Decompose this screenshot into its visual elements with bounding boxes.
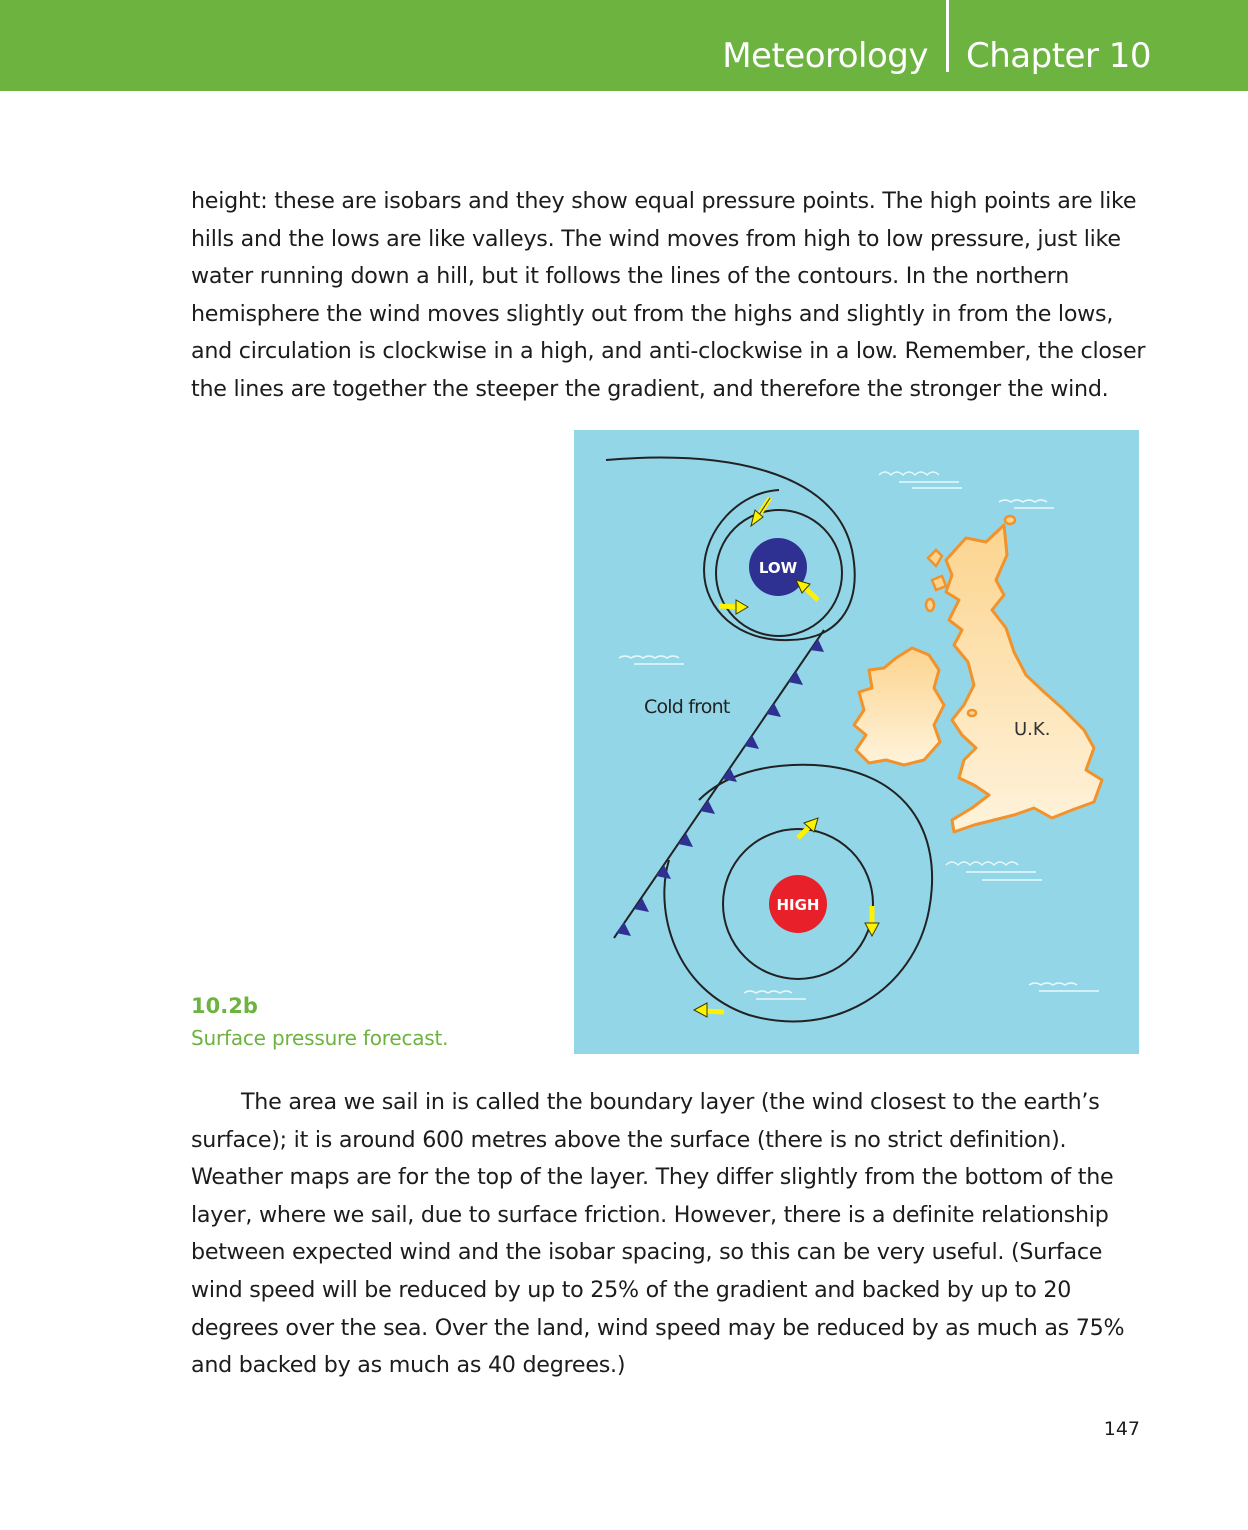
figure-number: 10.2b	[191, 994, 258, 1018]
page-number: 147	[1103, 1418, 1140, 1440]
body-paragraph-isobars: height: these are isobars and they show equal pressure points. The high points are like hills and the lows are like valleys. The wind moves from high to low pressure, just like water running down a hill, but it follows the lines of the contours. In the northern hemisphere the wind moves slightly out from the highs and slightly in from the lows, and circulation is clockwise in a high, and anti-clockwise in a low. Remember, the closer the lines are together the steeper the gradient, and therefore the stronger the wind.	[191, 188, 1146, 402]
body-paragraph-boundary-layer: The area we sail in is called the boundary layer (the wind closest to the earth’s surface); it is around 600 metres above the surface (there is no strict definition). Weather maps are for the top of the layer. They differ slightly from the bottom of the layer, where we sail, due to surface friction. However, there is a definite relationship between expected wind and the isobar spacing, so this can be very useful. (Surface wind speed will be reduced by up to 25% of the gradient and backed by up to 20 degrees over the sea. Over the land, wind speed may be reduced by as much as 75% and backed by as much as 40 degrees.)	[191, 1089, 1125, 1379]
header-divider	[946, 0, 949, 72]
chapter-header-bar	[0, 0, 1248, 91]
pressure-map-svg	[574, 430, 1139, 1054]
low-label: LOW	[758, 559, 798, 577]
low-pressure-centre	[749, 538, 807, 596]
figure-caption: Surface pressure forecast.	[191, 1026, 449, 1050]
header-section-title: Meteorology	[722, 36, 928, 76]
high-label: HIGH	[776, 896, 820, 914]
cold-front-label: Cold front	[644, 696, 730, 718]
pressure-map-figure	[574, 430, 1139, 1054]
uk-label: U.K.	[1014, 719, 1051, 740]
high-pressure-centre	[769, 875, 827, 933]
header-chapter-title: Chapter 10	[966, 36, 1152, 76]
